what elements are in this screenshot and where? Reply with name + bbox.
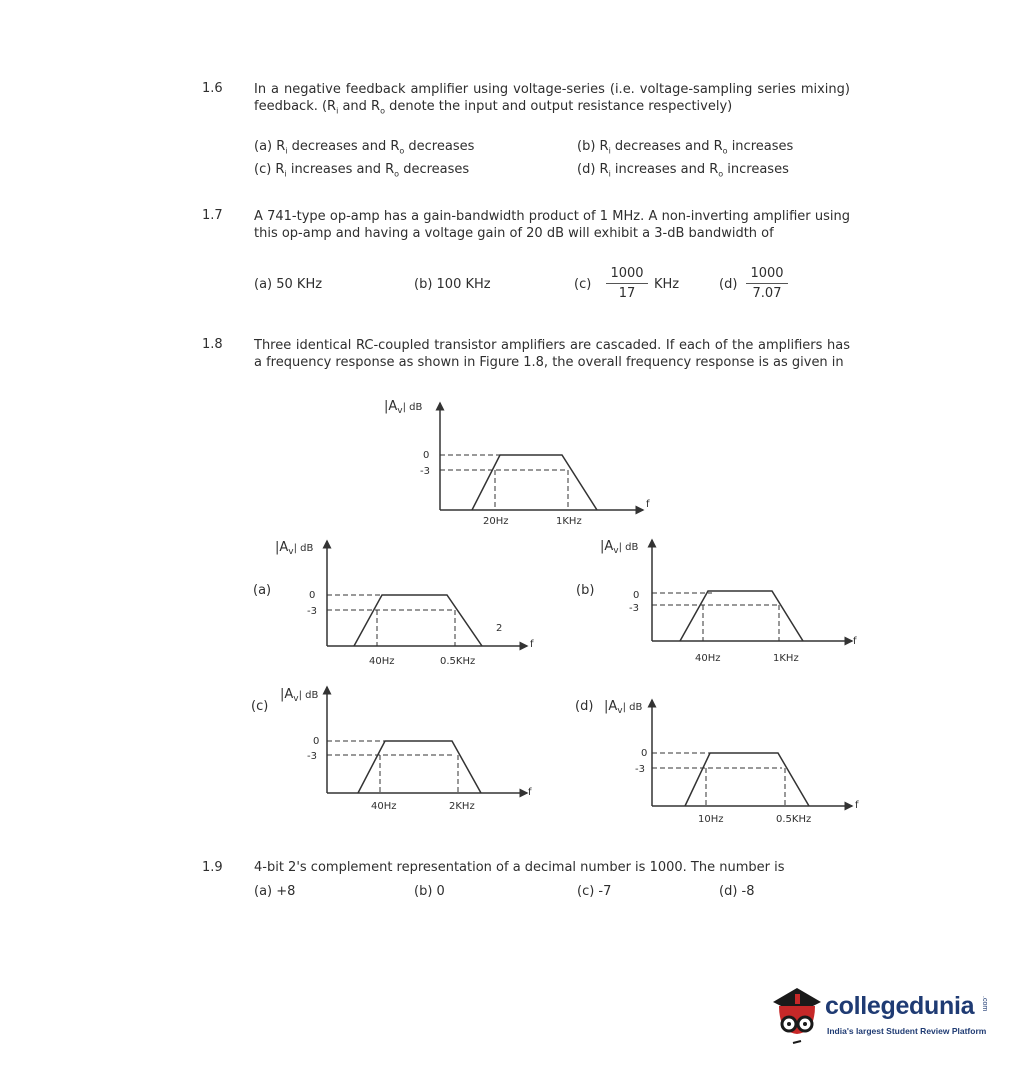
option-c-1-9: (c) -7 <box>577 884 612 899</box>
x-axis-label: f <box>853 636 857 647</box>
minus3-db-label: -3 <box>420 466 430 477</box>
y-axis-label: $|A_v^{| dB}$ <box>384 399 423 416</box>
option-d-numerator: 1000 <box>746 266 788 284</box>
option-d-graph <box>575 699 859 825</box>
x-axis-label: f <box>855 800 859 811</box>
minus3-db-label: -3 <box>307 751 317 762</box>
zero-db-label: 0 <box>313 736 320 747</box>
f-low-label: 40Hz <box>371 801 397 812</box>
option-d-1-6: (d) $R_i$ increases and $R_o$ increases <box>577 162 789 179</box>
y-axis-label: $|A_v^{| dB}$ <box>275 540 314 557</box>
option-b-label: (b) <box>576 583 595 598</box>
f-high-label: 0.5KHz <box>776 814 812 825</box>
option-d-label-1-7: (d) <box>719 277 738 292</box>
minus3-db-label: -3 <box>629 603 639 614</box>
option-b-1-7: (b) 100 KHz <box>414 277 491 292</box>
logo-wordmark: collegedunia <box>825 992 975 1020</box>
x-axis-label: f <box>530 639 534 650</box>
stray-mark: 2 <box>496 623 503 634</box>
figure-1-8 <box>384 399 650 527</box>
question-stem-1-7: A 741-type op-amp has a gain-bandwidth product of 1 MHz. A non-inverting amplifier using this op-amp and having a voltage gain of 20 dB will exhibit a 3-dB bandwidth of <box>254 209 850 241</box>
x-axis-label: f <box>646 499 650 510</box>
y-axis-label: $|A_v^{| dB}$ <box>604 699 643 716</box>
question-stem-1-8: Three identical RC-coupled transistor amplifiers are cascaded. If each of the amplifiers has a frequency response as shown in Figure 1.8, the overall frequency response is as given in <box>254 338 850 370</box>
option-a-1-6: (a) $R_i$ decreases and $R_o$ decreases <box>254 139 475 156</box>
f-low-label: 40Hz <box>369 656 395 667</box>
minus3-db-label: -3 <box>635 764 645 775</box>
option-a-label: (a) <box>253 583 272 598</box>
student-mascot-icon <box>765 980 827 1048</box>
f-low-label: 40Hz <box>695 653 721 664</box>
option-c-numerator: 1000 <box>606 266 648 284</box>
f-high-label: 1KHz <box>556 516 582 527</box>
zero-db-label: 0 <box>633 590 640 601</box>
option-a-graph <box>253 540 534 667</box>
option-a-1-9: (a) +8 <box>254 884 296 899</box>
y-axis-label: $|A_v^{| dB}$ <box>600 539 639 556</box>
collegedunia-logo <box>765 980 995 1050</box>
f-high-label: 0.5KHz <box>440 656 476 667</box>
option-d-1-9: (d) -8 <box>719 884 755 899</box>
option-a-1-7: (a) 50 KHz <box>254 277 323 292</box>
question-number-1-9: 1.9 <box>202 860 223 875</box>
response-curve <box>685 753 809 806</box>
question-number-1-6: 1.6 <box>202 81 223 96</box>
x-axis-label: f <box>528 787 532 798</box>
logo-suffix: .com <box>981 996 988 1012</box>
option-d-label: (d) <box>575 699 594 714</box>
f-high-label: 1KHz <box>773 653 799 664</box>
option-c-label: (c) <box>251 699 269 714</box>
question-number-1-8: 1.8 <box>202 337 223 352</box>
option-c-denominator: 17 <box>618 286 636 301</box>
question-number-1-7: 1.7 <box>202 208 223 223</box>
option-c-label-1-7: (c) <box>574 277 592 292</box>
f-low-label: 20Hz <box>483 516 509 527</box>
f-low-label: 10Hz <box>698 814 724 825</box>
question-stem-1-9: 4-bit 2's complement representation of a decimal number is 1000. The number is <box>254 860 785 875</box>
minus3-db-label: -3 <box>307 606 317 617</box>
option-b-1-9: (b) 0 <box>414 884 445 899</box>
option-c-unit-1-7: KHz <box>654 277 680 292</box>
option-c-1-6: (c) $R_i$ increases and $R_o$ decreases <box>254 162 470 179</box>
zero-db-label: 0 <box>641 748 648 759</box>
response-curve <box>680 591 803 641</box>
option-d-denominator: 7.07 <box>752 286 782 301</box>
zero-db-label: 0 <box>309 590 316 601</box>
response-curve <box>354 595 482 646</box>
f-high-label: 2KHz <box>449 801 475 812</box>
option-b-1-6: (b) $R_i$ decreases and $R_o$ increases <box>577 139 794 156</box>
zero-db-label: 0 <box>423 450 430 461</box>
option-c-graph <box>251 687 532 812</box>
response-curve <box>472 455 597 510</box>
response-curve <box>358 741 481 793</box>
y-axis-label: $|A_v^{| dB}$ <box>280 687 319 704</box>
logo-tagline: India's largest Student Review Platform <box>827 1026 987 1036</box>
option-b-graph <box>576 539 857 664</box>
question-stem-1-6: In a negative feedback amplifier using voltage-series (i.e. voltage-sampling series mixing) feedback. ($R_i$ and $R_o$ denote the input and output resistance respectively) <box>254 82 850 116</box>
